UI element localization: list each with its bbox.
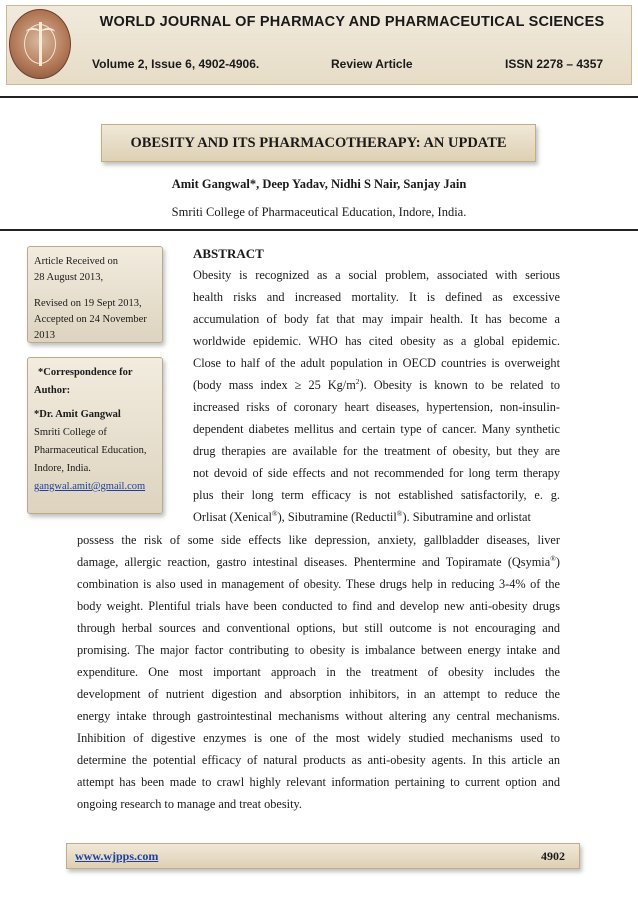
abstract-line: combination is also used in management of obesity. These drugs help in reducing 3-4% of the xyxy=(77,577,560,591)
journal-title: WORLD JOURNAL OF PHARMACY AND PHARMACEUTICAL SCIENCES xyxy=(99,14,605,30)
abstract-line-qsymia xyxy=(77,551,560,573)
abstract-line: not devoid of side effects and not recommended for long term therapy xyxy=(193,466,560,480)
accepted-date: Accepted on 24 November xyxy=(34,314,147,325)
header-divider xyxy=(0,96,638,98)
abstract-wide-column xyxy=(77,529,560,815)
abstract-line-bmi xyxy=(193,374,560,396)
abstract-line: worldwide epidemic. WHO has cited obesity as a global epidemic. xyxy=(193,334,560,348)
abstract-last-line: ongoing research to manage and treat obesity. xyxy=(77,797,302,811)
volume-info: Volume 2, Issue 6, 4902-4906. xyxy=(92,57,260,71)
abstract-narrow-column xyxy=(193,264,560,528)
received-date: 28 August 2013, xyxy=(34,272,104,283)
correspondence-box xyxy=(27,357,163,514)
received-label: Article Received on xyxy=(34,256,118,267)
page-number: 4902 xyxy=(541,849,565,863)
reductil-text: ), Sibutramine (Reductil xyxy=(277,510,397,524)
correspondence-heading-2: Author: xyxy=(34,385,71,396)
xenical-text: Orlisat (Xenical xyxy=(193,510,272,524)
abstract-line: Close to half of the adult population in OECD countries is overweight xyxy=(193,356,560,370)
revised-date: Revised on 19 Sept 2013, xyxy=(34,298,142,309)
article-title: OBESITY AND ITS PHARMACOTHERAPY: AN UPDATE xyxy=(101,124,536,162)
registered-mark: ® xyxy=(271,508,278,518)
article-dates-box xyxy=(27,246,163,343)
abstract-line: accumulation of body fat that may impair health. It has become a xyxy=(193,312,560,326)
article-type: Review Article xyxy=(331,57,413,71)
issn: ISSN 2278 – 4357 xyxy=(505,57,604,71)
orlistat-text: ). Sibutramine and orlistat xyxy=(402,510,531,524)
abstract-line: health risks and increased mortality. It is defined as excessive xyxy=(193,290,560,304)
abstract-heading: ABSTRACT xyxy=(193,246,264,261)
abstract-line: promising. The major factor contributing to obesity is imbalance between energy intake and xyxy=(77,643,560,657)
article-authors: Amit Gangwal*, Deep Yadav, Nidhi S Nair, Sanjay Jain xyxy=(171,177,467,191)
title-divider xyxy=(0,229,638,231)
accepted-year: 2013 xyxy=(34,330,55,341)
journal-website-link[interactable]: www.wjpps.com xyxy=(75,849,159,863)
qsymia-close: ) xyxy=(555,555,560,569)
abstract-line: expenditure. One most important approach in the treatment of obesity includes the xyxy=(77,665,560,679)
abstract-line: possess the risk of some side effects like depression, anxiety, gallbladder diseases, liver xyxy=(77,533,560,547)
abstract-line: increased risks of coronary heart diseases, hypertension, non-insulin- xyxy=(193,400,560,414)
bmi-text: (body mass index ≥ 25 Kg/m xyxy=(193,378,356,392)
journal-logo-icon xyxy=(9,9,71,79)
abstract-line-drugs xyxy=(193,506,560,528)
registered-mark: ® xyxy=(396,508,403,518)
abstract-line: determine the potential efficacy of natural products as anti-obesity agents. In this article an xyxy=(77,753,560,767)
abstract-line: plus their long term efficacy is not established satisfactorily, e. g. xyxy=(193,488,560,502)
abstract-line: Inhibition of digestive enzymes is one of the most widely studied mechanisms used to xyxy=(77,731,560,745)
abstract-line: attempt has been made to crawl highly relevant information pertaining to current option and xyxy=(77,775,560,789)
correspondence-line-2: Pharmaceutical Education, xyxy=(34,445,147,456)
bmi-text-after: ). Obesity is known to be related to xyxy=(359,378,561,392)
abstract-line: dependent diabetes mellitus and certain type of cancer. Many synthetic xyxy=(193,422,560,436)
article-affiliation: Smriti College of Pharmaceutical Education, Indore, India. xyxy=(171,205,467,219)
abstract-line: body weight. Plentiful trials have been conducted to find and develop new anti-obesity drugs xyxy=(77,599,560,613)
bmi-superscript: 2 xyxy=(355,376,360,386)
qsymia-text: damage, allergic reaction, gastro intestinal diseases. Phentermine and Topiramate (Qsymia xyxy=(77,555,551,569)
correspondence-name: *Dr. Amit Gangwal xyxy=(34,409,121,420)
correspondence-heading: *Correspondence for xyxy=(38,367,133,378)
correspondence-line-1: Smriti College of xyxy=(34,427,107,438)
page-footer xyxy=(66,843,580,869)
abstract-line: Obesity is recognized as a social problem, associated with serious xyxy=(193,268,560,282)
abstract-line: through herbal sources and conventional options, but still outcome is not encouraging and xyxy=(77,621,560,635)
correspondence-line-3: Indore, India. xyxy=(34,463,91,474)
abstract-line: development of nutrient digestion and absorption inhibitors, in an attempt to reduce the xyxy=(77,687,560,701)
abstract-line: drug therapies are available for the treatment of obesity, but they are xyxy=(193,444,560,458)
correspondence-email-link[interactable]: gangwal.amit@gmail.com xyxy=(34,481,146,492)
registered-mark: ® xyxy=(550,553,556,563)
abstract-line: energy intake through gastrointestinal mechanisms without altering any central mechanisms. xyxy=(77,709,560,723)
